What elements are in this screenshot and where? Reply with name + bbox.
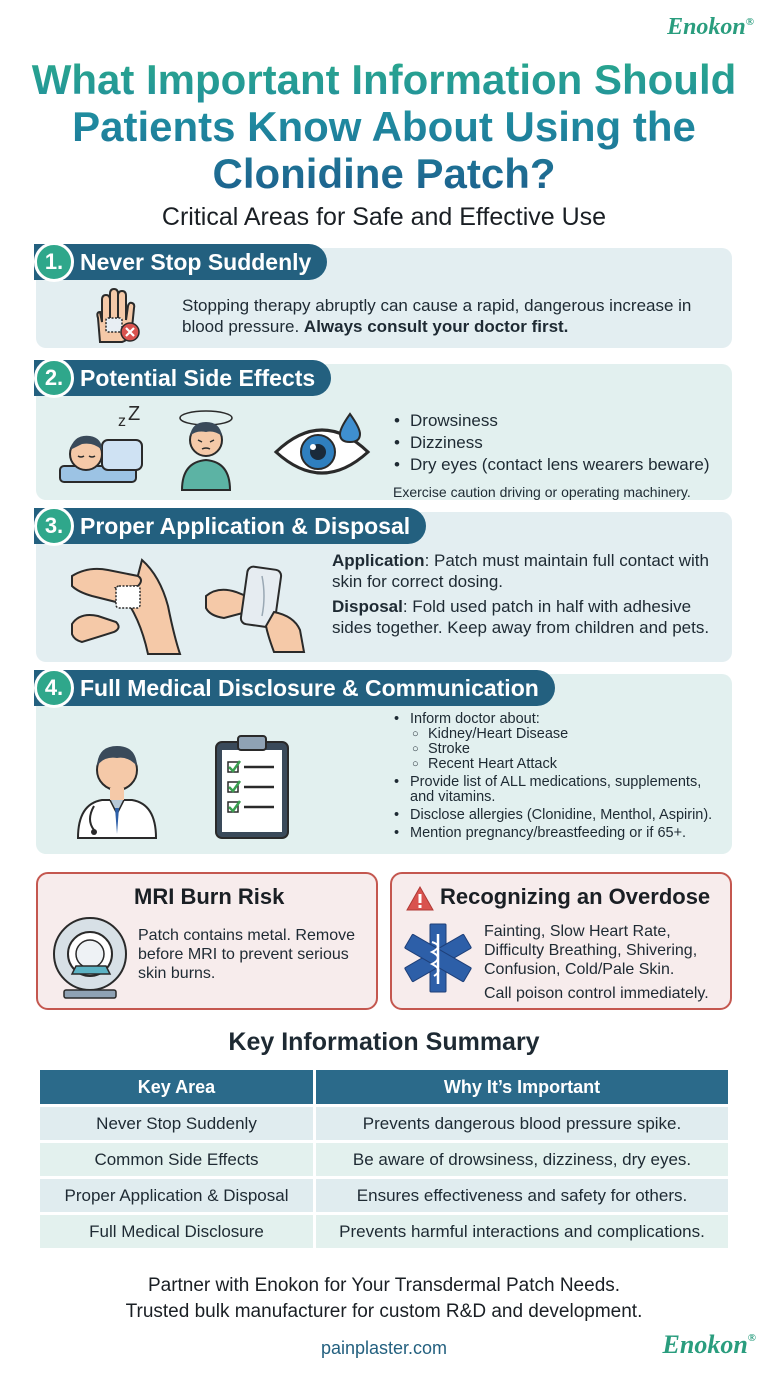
summary-title: Key Information Summary	[228, 1028, 540, 1056]
section-1-text: Stopping therapy abruptly can cause a rapid, dangerous increase in blood pressure. Always consult your doctor first.	[182, 296, 692, 336]
disposal-text: Disposal: Fold used patch in half with adhesive sides together. Keep away from children and pets.	[332, 597, 710, 637]
table-cell: Never Stop Suddenly	[40, 1107, 316, 1140]
list-item: • Provide list of ALL medications, supplements, and vitamins.	[392, 775, 728, 805]
warning-triangle-icon	[406, 886, 434, 912]
disclosure-list	[392, 712, 728, 841]
section-4-heading: 4. Full Medical Disclosure & Communication	[34, 670, 555, 706]
fold-patch-icon	[204, 556, 314, 656]
table-header-key-area: Key Area	[40, 1070, 316, 1104]
side-effects-list	[392, 410, 710, 476]
section-never-stop	[36, 248, 732, 348]
section-3-number: 3.	[34, 506, 74, 546]
doctor-icon	[72, 734, 162, 840]
section-disclosure	[36, 674, 732, 854]
section-3-heading: 3. Proper Application & Disposal	[34, 508, 426, 544]
table-cell: Prevents harmful interactions and complications.	[316, 1215, 728, 1248]
table-row	[40, 1179, 728, 1212]
section-1-number: 1.	[34, 242, 74, 282]
footer-tagline: Partner with Enokon for Your Transdermal Patch Needs.	[147, 1275, 621, 1296]
table-row	[40, 1215, 728, 1248]
svg-text:z: z	[118, 413, 126, 430]
table-header-row	[40, 1070, 728, 1104]
overdose-action: Call poison control immediately.	[484, 985, 709, 1002]
list-item: • Dry eyes (contact lens wearers beware)	[392, 454, 710, 476]
table-cell: Be aware of drowsiness, dizziness, dry eyes.	[316, 1143, 728, 1176]
list-item: • Inform doctor about:	[392, 712, 728, 727]
page-subtitle: Critical Areas for Safe and Effective Use	[161, 203, 607, 231]
sleeping-person-icon	[58, 403, 154, 488]
list-item: • Disclose allergies (Clonidine, Menthol, Aspirin).	[392, 808, 728, 823]
table-cell: Full Medical Disclosure	[40, 1215, 316, 1248]
dizzy-person-icon	[174, 404, 238, 492]
overdose-title: Recognizing an Overdose	[440, 884, 711, 909]
section-side-effects	[36, 364, 732, 500]
footer-url-link[interactable]: painplaster.com	[320, 1338, 448, 1358]
section-application	[36, 512, 732, 662]
table-cell: Proper Application & Disposal	[40, 1179, 316, 1212]
table-cell: Ensures effectiveness and safety for others.	[316, 1179, 728, 1212]
hand-patch-icon	[86, 288, 146, 346]
dry-eye-icon	[272, 414, 372, 476]
section-1-heading: 1. Never Stop Suddenly	[34, 244, 327, 280]
page-title: What Important Information Should Patients Know About Using the Clonidine Patch?	[14, 56, 754, 197]
mri-scanner-icon	[48, 914, 134, 1000]
mri-warning-box	[36, 872, 378, 1010]
list-item: ○ Kidney/Heart Disease	[410, 727, 728, 742]
table-row	[40, 1143, 728, 1176]
footer-subline: Trusted bulk manufacturer for custom R&D and development.	[125, 1301, 643, 1322]
overdose-warning-box	[390, 872, 732, 1010]
list-item: • Mention pregnancy/breastfeeding or if 65+.	[392, 826, 728, 841]
section-2-number: 2.	[34, 358, 74, 398]
list-item: • Dizziness	[392, 432, 710, 454]
list-item: ○ Recent Heart Attack	[410, 757, 728, 772]
list-item: • Drowsiness	[392, 410, 710, 432]
table-cell: Common Side Effects	[40, 1143, 316, 1176]
section-4-number: 4.	[34, 668, 74, 708]
checklist-icon	[214, 732, 290, 840]
table-cell: Prevents dangerous blood pressure spike.	[316, 1107, 728, 1140]
table-header-why: Why It’s Important	[316, 1070, 728, 1104]
overdose-symptoms: Fainting, Slow Heart Rate, Difficulty Breathing, Shivering, Confusion, Cold/Pale Skin.	[484, 923, 698, 978]
side-effects-note: Exercise caution driving or operating machinery.	[393, 484, 691, 500]
brand-logo-top: Enokon®	[667, 14, 754, 40]
apply-patch-icon	[68, 556, 188, 656]
mri-title: MRI Burn Risk	[134, 884, 285, 909]
application-text: Application: Patch must maintain full contact with skin for correct dosing.	[332, 551, 709, 591]
summary-table	[40, 1067, 728, 1251]
svg-text:Z: Z	[128, 403, 141, 425]
table-row	[40, 1107, 728, 1140]
brand-logo-bottom: Enokon®	[662, 1330, 756, 1359]
list-item: ○ Stroke	[410, 742, 728, 757]
star-of-life-icon	[402, 922, 474, 994]
section-2-heading: 2. Potential Side Effects	[34, 360, 331, 396]
mri-text: Patch contains metal. Remove before MRI to prevent serious skin burns.	[138, 927, 355, 982]
